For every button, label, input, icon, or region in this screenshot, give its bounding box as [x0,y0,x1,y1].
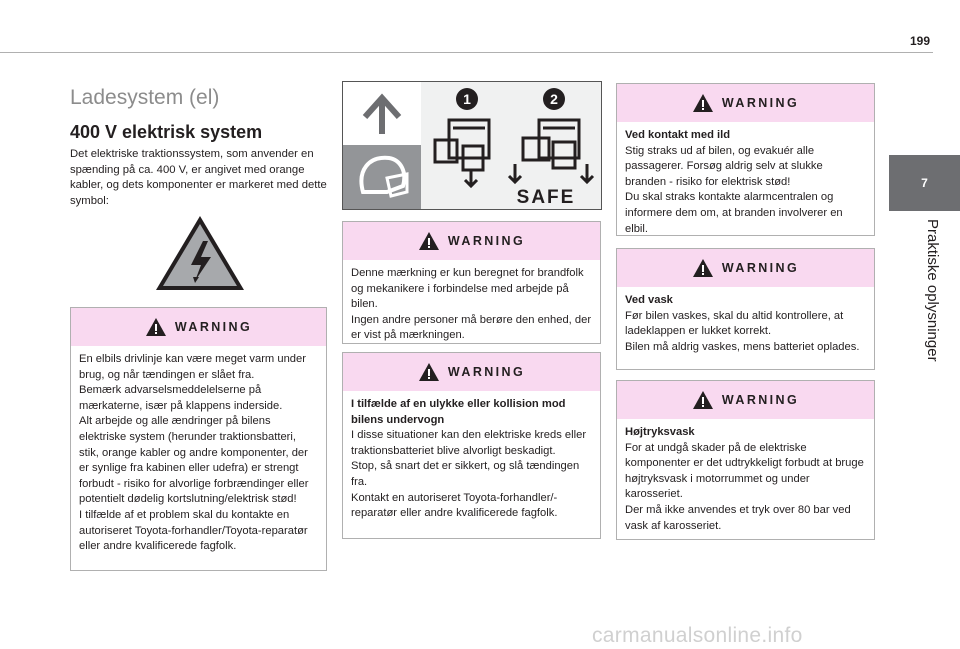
warning-box-drivetrain [70,307,327,571]
warning-subheading: Ved vask [625,294,673,306]
warning-subheading: I tilfælde af en ulykke eller kollision mod bilens undervogn [351,398,566,426]
warning-body [71,346,326,563]
warning-body [617,287,874,363]
warning-body [617,122,874,245]
warning-header [617,249,874,287]
warning-triangle-icon [692,258,714,278]
warning-line: For at undgå skader på de elektriske komponenter er det udtrykkeligt forbudt at bruge højtryksvask i motorrummet og under karosseriet. [625,441,864,501]
warning-header [71,308,326,346]
warning-header [617,381,874,419]
warning-box-pressure-washing [616,380,875,540]
warning-triangle-icon [418,362,440,382]
intro-paragraph: Det elektriske traktionssystem, som anvender en spænding på ca. 400 V, er angivet med orange kabler, og dets komponenter er markeret med dette symbol: [70,148,327,207]
chapter-label-area [889,211,960,371]
warning-line: Før bilen vaskes, skal du altid kontrollere, at ladeklappen er lukket korrekt. [625,309,844,338]
helmet-panel [343,145,421,209]
warning-title: WARNING [721,261,800,275]
page-heading: 400 V elektrisk system [70,122,263,142]
warning-title: WARNING [447,234,526,248]
warning-line: Stop, så snart det er sikkert, og slå tændingen fra. [351,460,580,488]
safe-procedure-diagram [342,81,602,210]
step-2-number: 2 [550,91,558,107]
header-rule [0,52,933,53]
warning-header [343,222,600,260]
warning-line: Stig straks ud af bilen, og evakuér alle passagerer. Forsøg aldrig selv at slukke branden - risiko for elektrisk stød! [625,144,823,188]
chapter-tab[interactable] [889,155,960,211]
warning-box-marking [342,221,601,344]
warning-line: Du skal straks kontakte alarmcentralen og informere dem om, at branden involverer en elbil. [625,191,843,235]
page-number: 199 [909,34,930,48]
diagram-illustration [343,82,601,209]
warning-header [617,84,874,122]
watermark: carmanualsonline.info [592,624,803,647]
warning-line: En elbils drivlinje kan være meget varm under brug, og når tændingen er slået fra. [79,353,306,381]
chapter-title: Praktiske oplysninger [924,219,941,362]
step-2-badge [543,88,565,110]
warning-triangle-icon [418,231,440,251]
step-1-badge [456,88,478,110]
warning-line: Denne mærkning er kun beregnet for brandfolk og mekanikere i forbindelse med arbejde på bilen. [351,267,584,311]
safe-label: SAFE [516,187,576,208]
section-title: Ladesystem (el) [70,86,220,109]
warning-line: Alt arbejde og alle ændringer på bilens elektriske system (herunder traktionsbatteri, stik, orange kabler og andre komponenter, der er synlige fra kabinen eller udefra) er strengt forbudt - risiko for alvorlige forbrændinger eller potentielt dødelig kortslutning/elektrisk stød! [79,415,309,506]
high-voltage-warning-icon [153,213,247,293]
warning-line: Bilen må aldrig vaskes, mens batteriet oplades. [625,340,860,353]
warning-subheading: Ved kontakt med ild [625,129,731,141]
warning-line: Der må ikke anvendes et tryk over 80 bar ved vask af karosseriet. [625,503,851,532]
warning-triangle-icon [692,390,714,410]
warning-line: Ingen andre personer må berøre den enhed, der er vist på mærkningen. [351,313,592,342]
warning-body [617,419,874,542]
warning-line: Bemærk advarselsmeddelelserne på mærkaterne, især på klappens inderside. [79,384,283,412]
warning-box-fire [616,83,875,236]
warning-title: WARNING [447,365,526,379]
warning-title: WARNING [721,393,800,407]
warning-box-collision [342,352,601,539]
warning-triangle-icon [692,93,714,113]
warning-title: WARNING [174,320,253,334]
connector-removed-icon [509,120,593,182]
warning-line: Kontakt en autoriseret Toyota-forhandler/-reparatør eller andre kvalificerede fagfolk. [351,491,558,520]
warning-body [343,260,600,352]
warning-box-washing [616,248,875,370]
warning-body [343,391,600,530]
warning-line: I tilfælde af et problem skal du kontakte en autoriseret Toyota-forhandler/Toyota-reparatør eller andre kvalificerede fagfolk. [79,508,308,553]
warning-subheading: Højtryksvask [625,426,695,438]
warning-triangle-icon [145,317,167,337]
warning-header [343,353,600,391]
connector-unplug-icon [435,120,489,186]
step-1-number: 1 [463,91,471,107]
chapter-number: 7 [921,176,928,190]
warning-line: I disse situationer kan den elektriske kreds eller traktionsbatteriet blive alvorligt beskadigt. [351,429,587,457]
warning-title: WARNING [721,96,800,110]
